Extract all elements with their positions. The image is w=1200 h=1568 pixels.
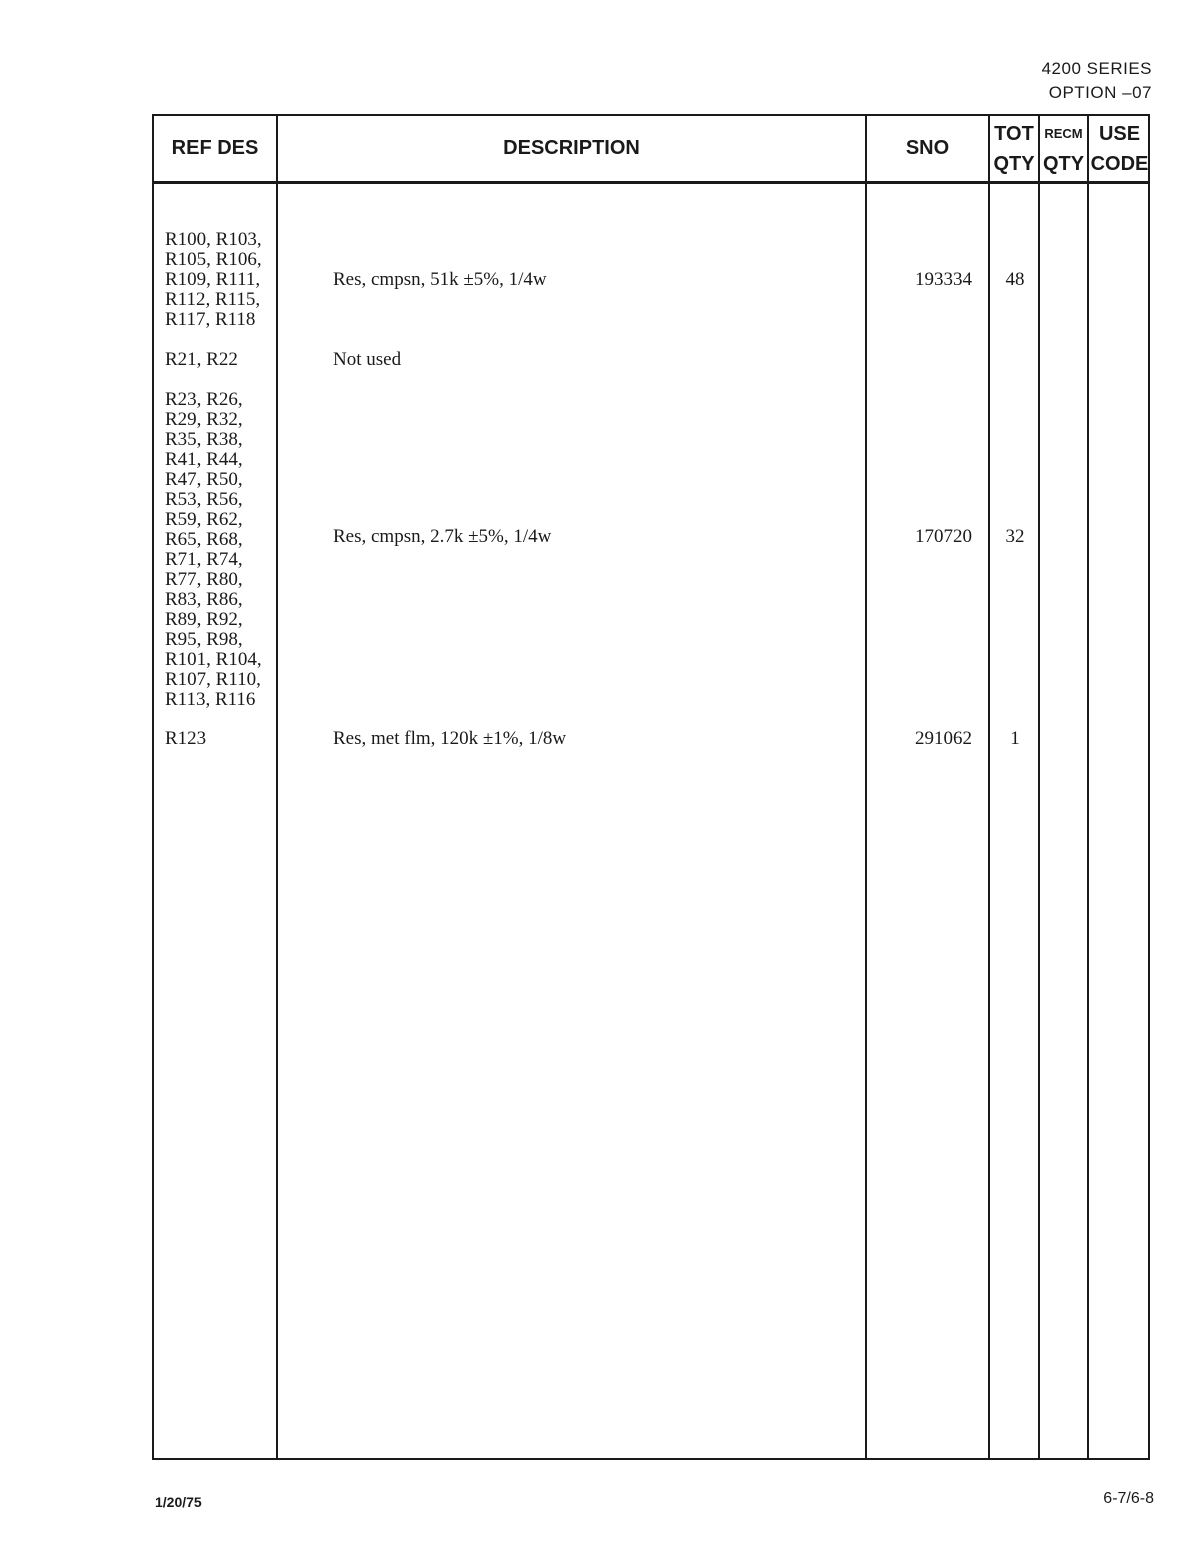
row-ref-des <box>165 230 277 330</box>
ref-des-line: R109, R111, <box>165 269 261 290</box>
column-divider <box>1087 116 1089 1458</box>
row-ref-des <box>165 350 277 370</box>
row-description: Res, met flm, 120k ±1%, 1/8w <box>333 728 567 749</box>
ref-des-line: R21, R22 <box>165 349 238 370</box>
row-description: Res, cmpsn, 51k ±5%, 1/4w <box>333 269 547 290</box>
header-divider <box>154 181 1148 184</box>
header-ref-des: REF DES <box>171 137 259 159</box>
ref-des-line: R100, R103, <box>165 229 262 250</box>
row-ref-des <box>165 390 277 710</box>
ref-des-line: R71, R74, <box>165 549 243 570</box>
header-use-code-bottom: CODE <box>1090 152 1149 175</box>
option-label: OPTION –07 <box>1048 83 1152 102</box>
ref-des-line: R83, R86, <box>165 589 243 610</box>
ref-des-line: R101, R104, <box>165 649 262 670</box>
header-use-code-top: USE <box>1098 122 1141 145</box>
series-title: 4200 SERIES <box>1041 59 1152 78</box>
ref-des-line: R65, R68, <box>165 529 243 550</box>
row-sno: 170720 <box>915 526 972 547</box>
header-tot-qty-top: TOT <box>994 122 1034 145</box>
header-sno: SNO <box>905 137 950 159</box>
ref-des-line: R77, R80, <box>165 569 243 590</box>
row-tot-qty: 32 <box>1005 526 1025 547</box>
ref-des-line: R41, R44, <box>165 449 243 470</box>
header-recm-qty-top: RECM <box>1044 125 1083 141</box>
row-sno: 193334 <box>915 269 972 290</box>
ref-des-line: R35, R38, <box>165 429 243 450</box>
parts-list-table <box>152 114 1150 1460</box>
ref-des-line: R95, R98, <box>165 629 243 650</box>
header-use-code <box>1089 116 1150 181</box>
ref-des-line: R105, R106, <box>165 249 262 270</box>
ref-des-line: R53, R56, <box>165 489 243 510</box>
ref-des-line: R117, R118 <box>165 309 256 330</box>
column-divider <box>865 116 867 1458</box>
ref-des-line: R107, R110, <box>165 669 261 690</box>
row-description: Res, cmpsn, 2.7k ±5%, 1/4w <box>333 526 552 547</box>
ref-des-line: R29, R32, <box>165 409 243 430</box>
ref-des-line: R113, R116 <box>165 689 256 710</box>
ref-des-line: R23, R26, <box>165 389 243 410</box>
ref-des-line: R89, R92, <box>165 609 243 630</box>
column-divider <box>988 116 990 1458</box>
column-divider <box>1038 116 1040 1458</box>
header-description: DESCRIPTION <box>503 137 640 159</box>
header-recm-qty-bottom: QTY <box>1042 152 1085 175</box>
header-tot-qty <box>990 116 1038 181</box>
ref-des-line: R47, R50, <box>165 469 243 490</box>
header-recm-qty <box>1040 116 1087 181</box>
row-sno: 291062 <box>915 728 972 749</box>
footer-date: 1/20/75 <box>155 1494 202 1510</box>
row-ref-des <box>165 729 277 749</box>
row-tot-qty: 1 <box>1010 728 1020 749</box>
ref-des-line: R112, R115, <box>165 289 261 310</box>
ref-des-line: R123 <box>165 728 207 749</box>
header-tot-qty-bottom: QTY <box>993 152 1035 175</box>
ref-des-line: R59, R62, <box>165 509 243 530</box>
footer-page-number: 6-7/6-8 <box>1103 1490 1154 1507</box>
row-description: Not used <box>333 349 402 370</box>
row-tot-qty: 48 <box>1005 269 1025 290</box>
document-header <box>1042 57 1152 105</box>
